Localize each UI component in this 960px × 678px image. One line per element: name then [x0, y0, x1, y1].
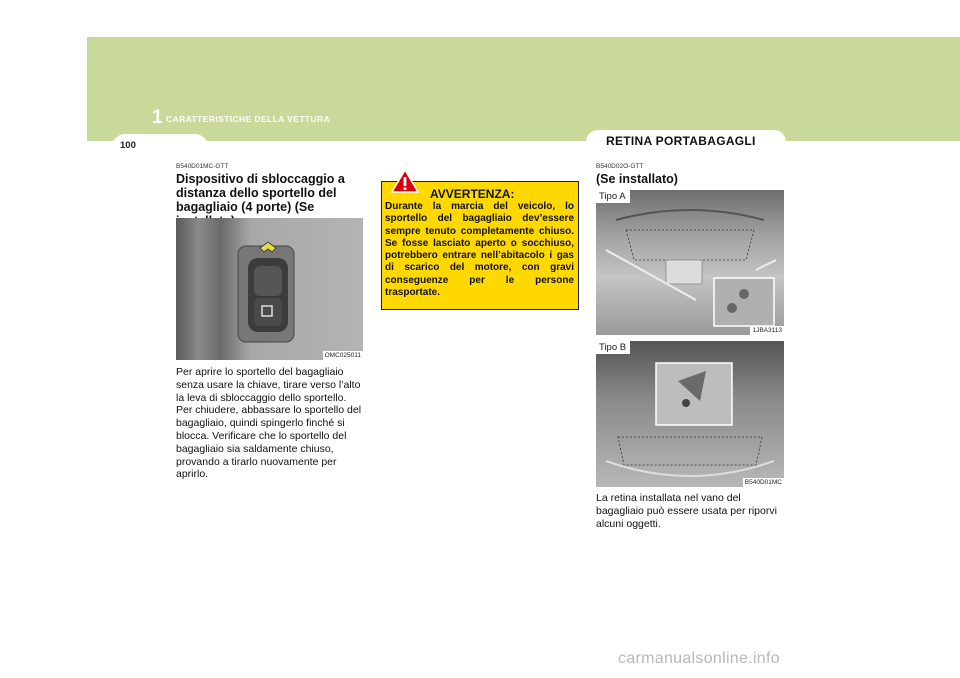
image-a-code: 1JBA3113 [752, 327, 782, 334]
cargo-net-a-illustration [596, 190, 784, 335]
left-section-code: B540D01MC-GTT [176, 163, 229, 170]
cargo-net-photo-b [596, 341, 784, 487]
chapter-title: CARATTERISTICHE DELLA VETTURA [166, 114, 331, 124]
page-number: 100 [120, 140, 136, 151]
right-body-text: La retina installata nel vano del bagagliaio può essere usata per riporvi alcuni oggetti. [596, 492, 777, 530]
header-band [87, 37, 960, 141]
left-section-heading: Dispositivo di sbloccaggio a distanza dello sportello del bagagliaio (4 porte) (Se [176, 172, 345, 214]
warning-exclamation-icon [391, 169, 419, 193]
image-b-code: B540D01MC [744, 479, 782, 486]
right-section-code: B540D02O-GTT [596, 163, 644, 170]
warning-text: Durante la marcia del veicolo, lo sportello del bagagliaio dev’essere sempre tenuto completamente chiuso. Se fosse lasciato aperto o socchiuso, potrebbero entrare nell’abitacolo i gas di scarico del motore, con gravi conseguenze per le persone trasportate. [385, 201, 574, 299]
image-b-label: Tipo B [596, 341, 630, 354]
right-section-heading: (Se installato) [596, 172, 678, 186]
trunk-release-lever-illustration [176, 218, 363, 360]
image-a-label: Tipo A [596, 190, 630, 203]
cargo-net-photo-a [596, 190, 784, 335]
section-title: RETINA PORTABAGAGLI [606, 134, 756, 148]
left-image-code: OMC025011 [324, 352, 361, 359]
cargo-net-b-illustration [596, 341, 784, 487]
trunk-release-photo [176, 218, 363, 360]
warning-title: AVVERTENZA: [430, 187, 515, 201]
watermark: carmanualsonline.info [618, 650, 780, 667]
left-body-text: Per aprire lo sportello del bagagliaio senza usare la chiave, tirare verso l’alto la leva di sbloccaggio dello sportello. Per chiudere, abbassare lo sportello del bagagliaio, quindi spingerlo finché si blocca. Verificare che lo sportello del bagagliaio sia saldamente chiuso, provando a tirarlo nuovamente per aprirlo. [176, 366, 362, 481]
chapter-number: 1 [152, 107, 163, 128]
